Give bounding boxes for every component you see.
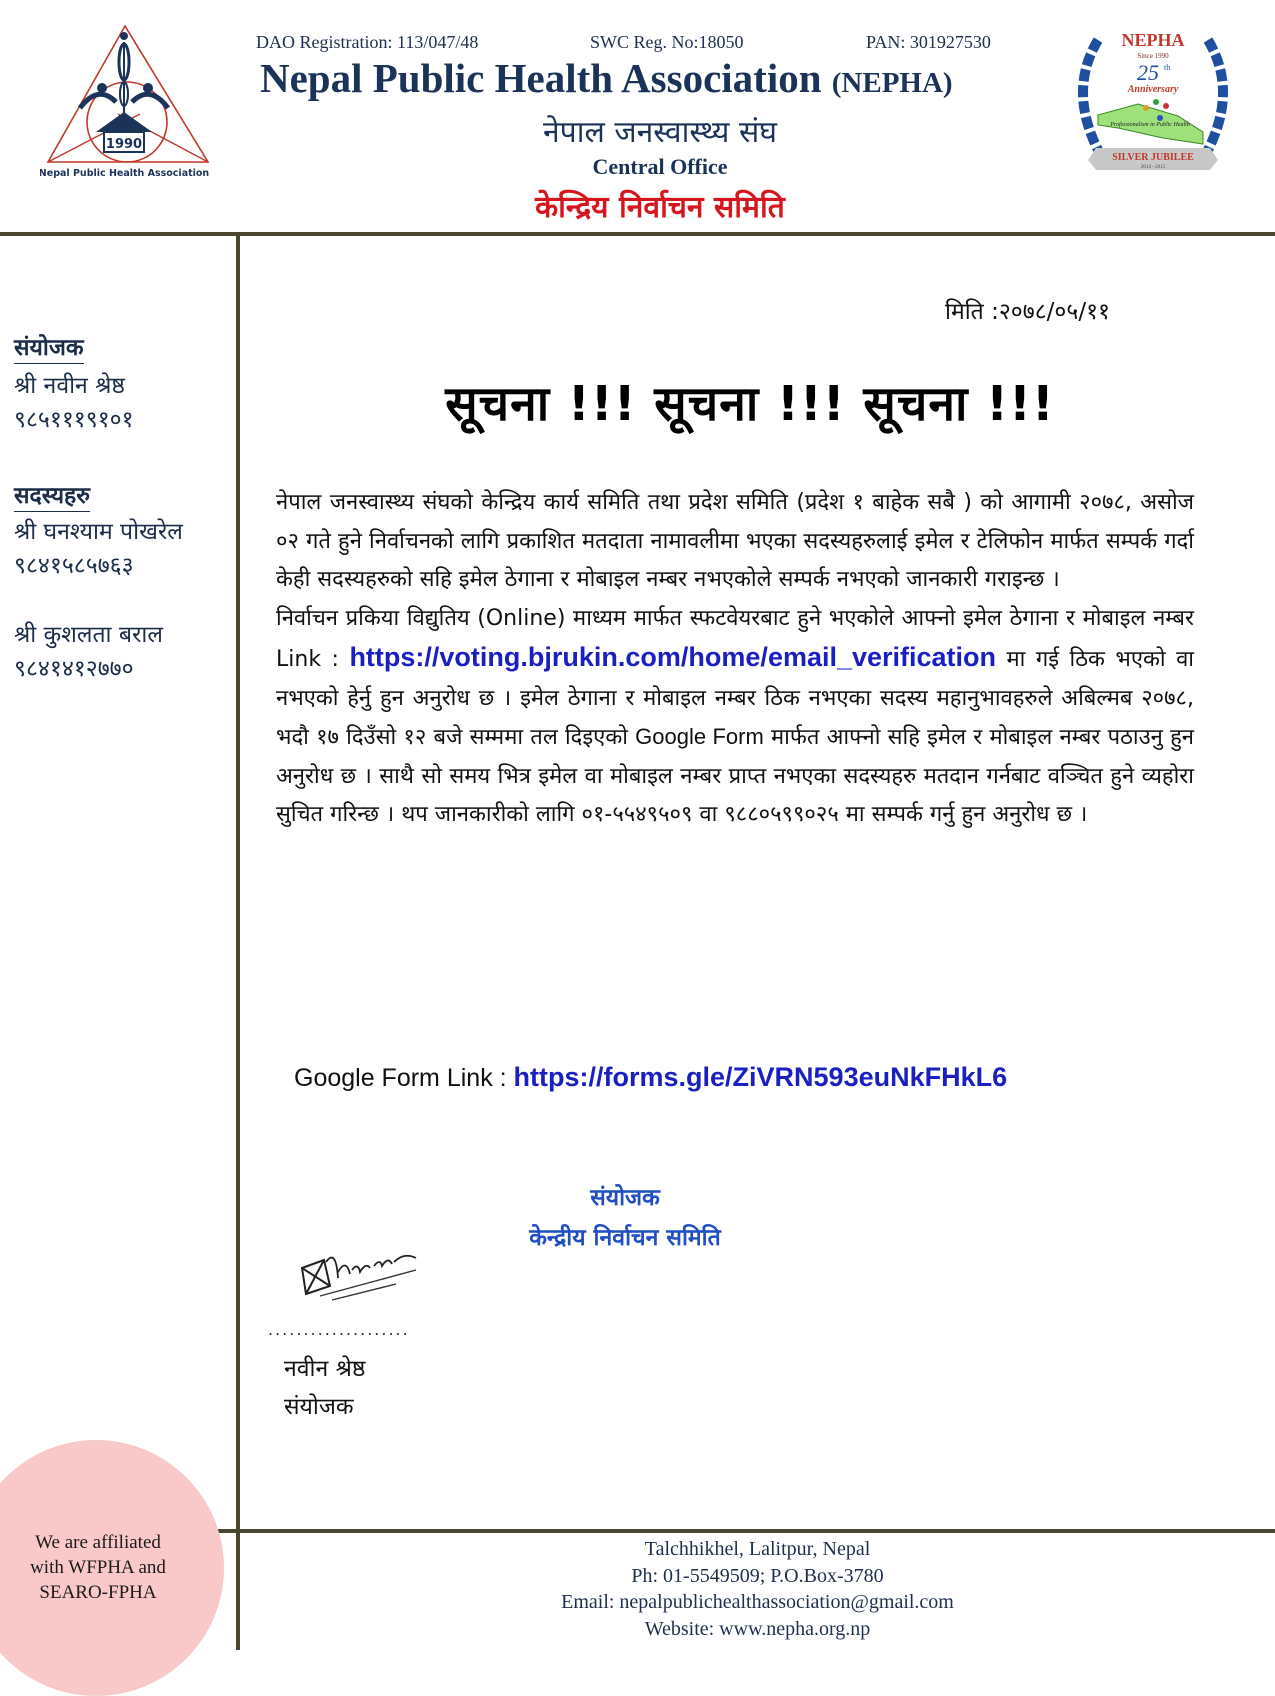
signature-line: .................... bbox=[268, 1320, 410, 1339]
signer-name: नवीन श्रेष्ठ bbox=[284, 1356, 366, 1382]
footer-address: Talchhikhel, Lalitpur, Nepal bbox=[644, 1538, 871, 1560]
signature-icon bbox=[296, 1238, 436, 1308]
notice-paragraph-1: नेपाल जनस्वास्थ्य संघको केन्द्रिय कार्य समिति तथा प्रदेश समिति (प्रदेश १ बाहेक सबै ) को आगामी २०७८, असोज ०२ गते हुने निर्वाचनको लागि प्रकाशित मतदाता नामावलीमा भएका सदस्यहरुलाई इमेल र टेलिफोन मार्फत सम्पर्क गर्दा केही सदस्यहरुको सहि इमेल ठेगाना र मोबाइल नम्बर नभएकोले सम्पर्क नभएको जानकारी गराइन्छ । bbox=[276, 490, 1194, 592]
committee-stamp bbox=[490, 1178, 760, 1258]
stamp-title: संयोजक bbox=[590, 1185, 660, 1211]
signer-title: संयोजक bbox=[284, 1394, 354, 1420]
svg-text:SILVER JUBILEE: SILVER JUBILEE bbox=[1112, 152, 1194, 163]
sidebar-divider bbox=[236, 234, 240, 1650]
email-verification-link[interactable]: https://voting.bjrukin.com/home/email_verification bbox=[349, 642, 997, 672]
silver-jubilee-emblem bbox=[1068, 20, 1238, 180]
sidebar-member-phone: ९८४१४१२७७० bbox=[14, 656, 134, 682]
footer-email: Email: nepalpublichealthassociation@gmail.com bbox=[561, 1591, 954, 1613]
nepha-logo bbox=[40, 22, 220, 182]
svg-text:Nepal Public Health Associatio: Nepal Public Health Association bbox=[40, 168, 210, 179]
election-committee-title: केन्द्रिय निर्वाचन समिति bbox=[535, 190, 785, 225]
organization-name bbox=[260, 54, 1060, 102]
dao-registration: DAO Registration: 113/047/48 bbox=[256, 32, 479, 52]
sidebar-coordinator-phone: ९८५१११९१०१ bbox=[14, 407, 134, 433]
google-form-mention: Google Form bbox=[635, 724, 764, 749]
footer-phone: Ph: 01-5549509; P.O.Box-3780 bbox=[631, 1564, 884, 1587]
header-divider bbox=[0, 232, 1275, 236]
stamp-committee: केन्द्रीय निर्वाचन समिति bbox=[529, 1225, 721, 1251]
sidebar-member-name: श्री कुशलता बराल bbox=[14, 622, 163, 648]
notice-paragraph-2: निर्वाचन प्रकिया विद्युतिय (Online) माध्यम मार्फत स्फटवेयरबाट हुने भएकोले आफ्नो इमेल ठेगाना र मोबाइल नम्बर Link : https://voting.bjrukin.com/home/email_verification मा गई ठिक भएको वा नभएको हेर्नु हुन अनुरोध छ । इमेल ठेगाना र मोबाइल नम्बर ठिक नभएका सदस्य महानुभावहरुले अबिल्मब २०७८, भदौ १७ दिउँसो १२ बजे सम्ममा तल दिइएको Google Form मार्फत आफ्नो सहि इमेल र मोबाइल नम्बर पठाउनु हुन अनुरोध छ । साथै सो समय भित्र इमेल वा मोबाइल नम्बर प्राप्त नभएका सदस्यहरु मतदान गर्नबाट वञ्चित हुने व्यहोरा सुचित गरिन्छ । थप जानकारीको लागि ०१-५५४९५०९ वा ९८८०५९९०२५ मा सम्पर्क गर्नु हुन अनुरोध छ । bbox=[276, 605, 1195, 827]
signer-block bbox=[284, 1350, 365, 1426]
swc-registration: SWC Reg. No:18050 bbox=[590, 32, 744, 52]
svg-text:2014 - 2015: 2014 - 2015 bbox=[1140, 165, 1166, 170]
svg-text:Since 1990: Since 1990 bbox=[1137, 52, 1169, 60]
svg-text:NEPHA: NEPHA bbox=[1121, 30, 1185, 50]
sidebar-coordinator-heading: संयोजक bbox=[14, 330, 84, 364]
footer-website: Website: www.nepha.org.np bbox=[644, 1617, 871, 1640]
sidebar-member-phone: ९८४१५८५७६३ bbox=[14, 553, 134, 579]
svg-text:25: 25 bbox=[1137, 60, 1159, 85]
notice-date: मिति :२०७८/०५/११ bbox=[945, 299, 1111, 325]
sidebar-members-heading: सदस्यहरु bbox=[14, 478, 90, 512]
organization-name-english: Nepal Public Health Association bbox=[260, 55, 822, 101]
google-form-label: Google Form Link : bbox=[294, 1064, 514, 1092]
svg-text:1990: 1990 bbox=[105, 137, 143, 152]
notice-title: सूचना !!! सूचना !!! सूचना !!! bbox=[445, 376, 1055, 432]
anniversary-laurel-icon bbox=[1068, 20, 1238, 180]
affiliation-text: We are affiliated with WFPHA and SEARO-FPHA bbox=[30, 1532, 166, 1603]
organization-abbreviation: (NEPHA) bbox=[831, 67, 953, 99]
svg-text:Professionalism in Public Heal: Professionalism in Public Health bbox=[1110, 122, 1190, 128]
notice-body bbox=[276, 484, 1194, 835]
google-form-link[interactable]: https://forms.gle/ZiVRN593euNkFHkL6 bbox=[513, 1062, 1008, 1092]
handwritten-signature bbox=[296, 1238, 436, 1308]
office-label: Central Office bbox=[592, 154, 728, 179]
svg-text:th: th bbox=[1164, 63, 1171, 72]
footer-contact bbox=[240, 1536, 1275, 1642]
google-form-line bbox=[294, 1062, 1007, 1093]
footer-divider bbox=[218, 1529, 1275, 1533]
organization-name-nepali: नेपाल जनस्वास्थ्य संघ bbox=[543, 115, 777, 150]
svg-text:Anniversary: Anniversary bbox=[1127, 84, 1179, 95]
pan-number: PAN: 301927530 bbox=[866, 32, 991, 52]
sidebar-member-name: श्री घनश्याम पोखरेल bbox=[14, 519, 183, 545]
sidebar-coordinator-name: श्री नवीन श्रेष्ठ bbox=[14, 373, 125, 399]
nepha-triangle-logo-icon bbox=[40, 22, 220, 182]
